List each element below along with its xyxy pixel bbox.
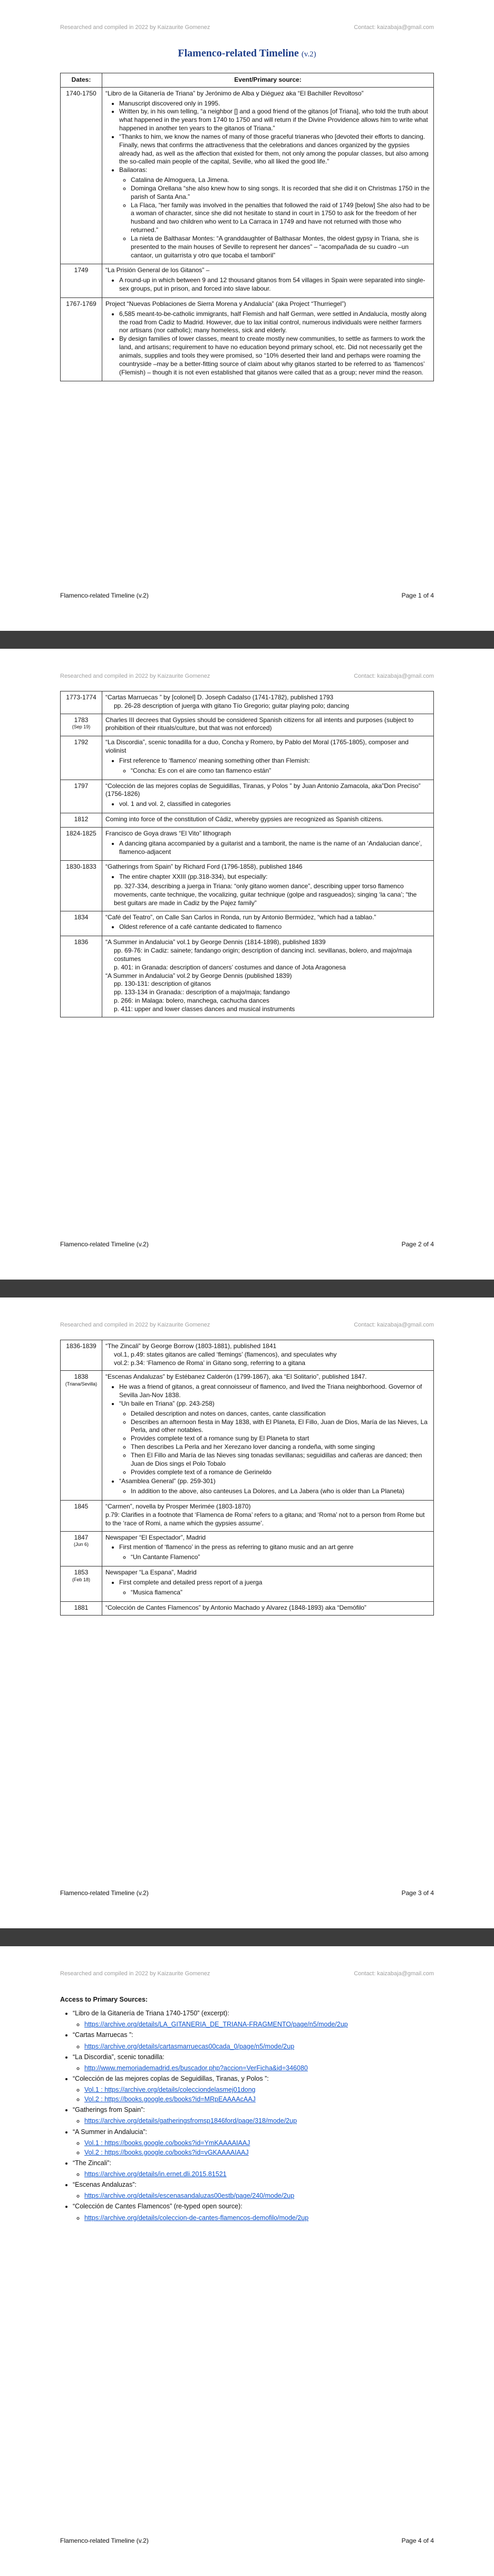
sub-item: ◦ Dominga Orellana “she also knew how to sing songs. It is recorded that she did it on Christmas 1750 in the parish of Santa Ana.” — [131, 185, 430, 201]
list-item-label: First reference to ‘flamenco’ meaning something other than Flemish: — [119, 756, 310, 764]
header-left: Researched and compiled in 2022 by Kaizaurite Gomenez — [60, 1322, 210, 1328]
sub-item: ◦ “Musica flamenca” — [131, 1589, 430, 1597]
list-item — [119, 166, 430, 259]
date-sub: (Triana/Sevilla) — [65, 1381, 98, 1387]
source-label: “Gatherings from Spain”: — [73, 2106, 145, 2114]
header-right: Contact: kaizabaja@gmail.com — [354, 673, 434, 679]
date-cell: 1773-1774 — [61, 691, 102, 714]
event-cell — [102, 911, 434, 936]
source-item — [73, 2180, 434, 2200]
event-cell — [102, 691, 434, 714]
table-header-row — [61, 73, 434, 88]
page-number: Page 2 of 4 — [401, 1241, 434, 1248]
link-list — [73, 2085, 434, 2104]
header-right: Contact: kaizabaja@gmail.com — [354, 1971, 434, 1977]
footer-label: Flamenco-related Timeline (v.2) — [60, 1889, 149, 1897]
link-item — [84, 2191, 434, 2200]
list-item-label: “Asamblea General” (pp. 259-301) — [119, 1477, 216, 1485]
source-item — [73, 2127, 434, 2157]
sub-item: ◦ Then El Fillo and María de las Nieves sing tonadas sevillanas; seguidillas and cañeras are danced; then Juan de Dios sings el Polo Tobalo — [131, 1452, 430, 1468]
table-row — [61, 736, 434, 780]
bullet-list — [105, 757, 430, 775]
date-cell: 1836 — [61, 936, 102, 1017]
event-line: pp. 26-28 description of juerga with gitano Tío Gregorio; guitar playing polo; dancing — [114, 701, 350, 709]
sub-item: ◦ Provides complete text of a romance sung by El Planeta to start — [131, 1435, 430, 1443]
link-item — [84, 2148, 434, 2157]
source-link[interactable]: https://archive.org/details/gatheringsfromsp1846ford/page/318/mode/2up — [84, 2117, 297, 2125]
event-title: “Café del Teatro”, on Calle San Carlos in Ronda, run by Antonio Bermúdez, “which had a tablao.” — [105, 913, 376, 921]
bullet-list — [105, 840, 430, 857]
access-sources — [60, 1995, 434, 2224]
title-version: (v.2) — [301, 50, 316, 59]
list-item: • A round-up in which between 9 and 12 thousand gitanos from 54 villages in Spain were separated into single-sex groups, put in prison, and forced into slave labour. — [119, 276, 430, 293]
page-1 — [0, 0, 494, 631]
event-cell — [102, 736, 434, 780]
source-label: “Libro de la Gitanería de Triana 1740-1750” (excerpt): — [73, 2010, 229, 2017]
page-number: Page 4 of 4 — [401, 2537, 434, 2544]
source-link[interactable]: https://archive.org/details/LA_GITANERIA_DE_TRIANA-FRAGMENTO/page/n5/mode/2up — [84, 2021, 348, 2029]
sub-item: ◦ Catalina de Almoguera, La Jimena. — [131, 176, 430, 185]
page-3 — [0, 1297, 494, 1928]
event-cell — [102, 1371, 434, 1501]
source-link[interactable]: Vol.1 : https://archive.org/details/colecciondelasmej01dong — [84, 2086, 256, 2093]
event-title: Charles III decrees that Gypsies should be considered Spanish citizens for all intents and purposes (subject to prohibition of their rituals/culture, but that was not enforced) — [105, 716, 414, 732]
date-cell: 1845 — [61, 1501, 102, 1531]
event-title: “Gatherings from Spain” by Richard Ford (1796-1858), published 1846 — [105, 863, 303, 871]
source-link[interactable]: https://archive.org/details/escenasandaluzas00estb/page/240/mode/2up — [84, 2192, 295, 2200]
page-number: Page 1 of 4 — [401, 592, 434, 599]
source-label: “Escenas Andaluzas”: — [73, 2181, 137, 2189]
list-item — [119, 1579, 430, 1597]
event-cell — [102, 297, 434, 381]
list-item: • Manuscript discovered only in 1995. — [119, 100, 430, 108]
list-item: • By design families of lower classes, meant to create mostly new communities, to settle as farmers to work the land, and artisans; requirement to have no education beyond primary school, etc. Did not necessarily get the animals, supplies and tools they were promised, so “10% deserted their land and perhaps were roaming the countryside –may be a better-fitting source of claim about why gitanos started to be referred to as ‘flamencos’ (Flemish) – though it is not even established that gitanos were called that as a group; never mind the reason. — [119, 335, 430, 377]
event-cell — [102, 827, 434, 860]
sources-list — [60, 2008, 434, 2223]
list-item — [119, 1400, 430, 1476]
table-row — [61, 827, 434, 860]
link-list — [73, 2191, 434, 2200]
sub-list — [119, 767, 430, 775]
date-cell: 1836-1839 — [61, 1340, 102, 1371]
source-link[interactable]: http://www.memoriademadrid.es/buscador.php?accion=VerFicha&id=346080 — [84, 2064, 308, 2072]
header-left: Researched and compiled in 2022 by Kaizaurite Gomenez — [60, 24, 210, 31]
event-cell — [102, 714, 434, 736]
source-label: “Cartas Marruecas ”: — [73, 2031, 133, 2039]
bullet-list — [105, 100, 430, 260]
event-cell — [102, 936, 434, 1017]
event-title: “A Summer in Andalucia” vol.1 by George Dennis (1814-1898), published 1839 — [105, 938, 326, 946]
page-2 — [0, 649, 494, 1280]
link-item — [84, 2085, 434, 2094]
event-title: Francisco de Goya draws “El Vito” lithograph — [105, 829, 231, 837]
list-item: • He was a friend of gitanos, a great connoisseur of flamenco, and lived the Triana neighborhood. Governor of Sevilla Jan-Nov 1838. — [119, 1383, 430, 1400]
bullet-list — [105, 1543, 430, 1562]
event-line: pp. 327-334, describing a juerga in Triana: “only gitano women dance”, describing upper torso flamenco movements, cante technique, the vocalizing, guitar technique (golpe and rasgueados); singing ‘la cana’; “the best guitars are made in Cadiz by the Pajez family” — [114, 882, 417, 907]
access-heading: Access to Primary Sources: — [60, 1996, 148, 2003]
date-sub: (Jun 6) — [73, 1542, 89, 1547]
date-cell: 1792 — [61, 736, 102, 780]
table-row — [61, 1371, 434, 1501]
event-title: “La Discordia”, scenic tonadilla for a duo, Concha y Romero, by Pablo del Moral (1765-1805), composer and violinist — [105, 738, 409, 755]
date-sub: (Feb 18) — [72, 1577, 90, 1582]
event-line: vol.1, p.49: states gitanos are called ‘flemings’ (flamencos), and speculates why — [114, 1350, 337, 1358]
source-link[interactable]: Vol.1 : https://books.google.co/books?id=YmKAAAAIAAJ — [84, 2139, 250, 2147]
sub-item: ◦ La nieta de Balthasar Montes: “A granddaughter of Balthasar Montes, the oldest gypsy in Triana, she is presented to the main houses of Seville to represent her dances” – “acompañada de su cuadro –un cantaor, un guitarrista y otro que tocaba el tamboril” — [131, 235, 430, 259]
date-cell — [61, 1566, 102, 1601]
date-cell — [61, 1531, 102, 1566]
date-cell — [61, 1371, 102, 1501]
date-value: 1847 — [74, 1533, 89, 1541]
event-line: p.79: Clarifies in a footnote that ‘Flamenca de Roma’ refers to a gitana; and ‘Roma’ not to a person from Rome but to the ‘race of Romi, a name which the gypsies assume’. — [105, 1511, 425, 1527]
link-list — [73, 2020, 434, 2029]
table-row — [61, 936, 434, 1017]
list-item-label: Bailaoras: — [119, 166, 148, 174]
link-item — [84, 2138, 434, 2148]
source-label: “Colección de las mejores coplas de Seguidillas, Tiranas, y Polos ”: — [73, 2074, 269, 2082]
link-item — [84, 2042, 434, 2051]
date-cell — [61, 714, 102, 736]
event-line: p. 266: in Malaga: bolero, manchega, cachucha dances — [114, 997, 269, 1005]
source-link[interactable]: https://archive.org/details/cartasmarruecas00cada_0/page/n5/mode/2up — [84, 2042, 295, 2050]
source-item — [73, 2074, 434, 2104]
table-row — [61, 1601, 434, 1616]
list-item — [119, 1543, 430, 1562]
source-item — [73, 2202, 434, 2222]
event-title: “The Zincali” by George Borrow (1803-1881), published 1841 — [105, 1342, 277, 1350]
footer-label: Flamenco-related Timeline (v.2) — [60, 1241, 149, 1248]
event-cell — [102, 780, 434, 813]
col-dates: Dates: — [61, 73, 102, 88]
sub-item: ◦ In addition to the above, also canteuses La Dolores, and La Jabera (who is older than La Planeta) — [131, 1487, 430, 1496]
source-label: “A Summer in Andalucia”: — [73, 2128, 148, 2136]
event-cell — [102, 1501, 434, 1531]
event-title: “La Prisión General de los Gitanos” – — [105, 266, 210, 274]
bullet-list — [105, 873, 430, 881]
list-item-label: “Un baile en Triana” (pp. 243-258) — [119, 1399, 215, 1407]
sub-item: ◦ “Concha: Es con el aire como tan flamenco están” — [131, 767, 430, 775]
event-title: “A Summer in Andalucia” vol.2 by George Dennis (published 1839) — [105, 972, 292, 979]
list-item: • Written by, in his own telling, “a neighbor [] and a good friend of the gitanos [of Triana], who told the truth about what happened in the years from 1740 to 1750 and will return if the Divine Providence allows him to write what happened in another ten years to the gitanos of Triana.” — [119, 108, 430, 132]
sub-item: ◦ Then describes La Perla and her Xerezano lover dancing a rondeña, with some singing — [131, 1443, 430, 1452]
sub-item: ◦ Provides complete text of a romance de Gerineldo — [131, 1468, 430, 1477]
event-title: “Colección de Cantes Flamencos” by Antonio Machado y Alvarez (1848-1893) aka “Demófilo” — [105, 1603, 366, 1611]
bullet-list — [105, 1383, 430, 1496]
link-list — [73, 2063, 434, 2073]
link-list — [73, 2213, 434, 2223]
list-item: • vol. 1 and vol. 2, classified in categories — [119, 800, 430, 809]
table-row — [61, 87, 434, 264]
page-number: Page 3 of 4 — [401, 1889, 434, 1897]
list-item: • 6,585 meant-to-be-catholic immigrants, half Flemish and half German, were settled in Andalucía, mostly along the road from Cadiz to Madrid. However, due to lax initial control, numerous individuals were neither farmers nor artisans (nor catholic); many homeless, sick and elderly. — [119, 310, 430, 335]
footer-label: Flamenco-related Timeline (v.2) — [60, 2537, 149, 2544]
link-item — [84, 2116, 434, 2126]
table-row — [61, 780, 434, 813]
list-item: • Oldest reference of a café cantante dedicated to flamenco — [119, 923, 430, 931]
sub-list — [119, 1487, 430, 1496]
link-item — [84, 2020, 434, 2029]
timeline-table — [60, 73, 434, 381]
event-title: “Libro de la Gitanería de Triana” by Jerónimo de Alba y Diéguez aka “El Bachiller Revoltoso” — [105, 89, 364, 97]
event-cell — [102, 813, 434, 828]
list-item — [119, 757, 430, 775]
sub-list — [119, 1589, 430, 1597]
list-item: • “Thanks to him, we know the names of many of those graceful trianeras who [devoted their efforts to dancing. Finally, news that confirms the attractiveness that the celebrations and dances organized by the gypsies already had, as well as the affection that existed for them, not only among the popular classes, but also among the so-called main people of the capital, Seville, who all liked the good life.” — [119, 133, 430, 166]
source-label: “The Zincali”: — [73, 2159, 111, 2167]
event-title: Newspaper “La Espana”, Madrid — [105, 1569, 197, 1577]
link-list — [73, 2169, 434, 2179]
col-event: Event/Primary source: — [102, 73, 434, 88]
header-left: Researched and compiled in 2022 by Kaizaurite Gomenez — [60, 673, 210, 679]
event-cell — [102, 1566, 434, 1601]
event-cell — [102, 1531, 434, 1566]
source-label: “Colección de Cantes Flamencos” (re-typed open source): — [73, 2203, 243, 2210]
document-title — [0, 47, 494, 60]
header-right: Contact: kaizabaja@gmail.com — [354, 1322, 434, 1328]
table-row — [61, 691, 434, 714]
timeline-table — [60, 1340, 434, 1616]
table-row — [61, 911, 434, 936]
bullet-list — [105, 923, 430, 931]
date-value: 1838 — [74, 1373, 89, 1381]
footer-label: Flamenco-related Timeline (v.2) — [60, 592, 149, 599]
date-cell: 1740-1750 — [61, 87, 102, 264]
link-list — [73, 2138, 434, 2157]
event-title: “Cartas Marruecas ” by [colonel] D. Joseph Cadalso (1741-1782), published 1793 — [105, 694, 334, 701]
event-title: “Carmen”, novella by Prosper Merimée (1803-1870) — [105, 1503, 251, 1511]
date-cell: 1812 — [61, 813, 102, 828]
event-cell — [102, 264, 434, 297]
source-item — [73, 2158, 434, 2179]
source-link[interactable]: https://archive.org/details/in.ernet.dli.2015.81521 — [84, 2170, 227, 2178]
event-title: Project “Nuevas Poblaciones de Sierra Morena y Andalucía” (aka Project “Thurriegel”) — [105, 300, 346, 307]
event-title: Newspaper “El Espectador”, Madrid — [105, 1533, 206, 1541]
table-row — [61, 714, 434, 736]
title-main: Flamenco-related Timeline — [178, 47, 299, 59]
timeline-table — [60, 691, 434, 1017]
table-row — [61, 1531, 434, 1566]
table-row — [61, 1566, 434, 1601]
date-sub: (Sep 19) — [72, 724, 91, 730]
event-cell — [102, 861, 434, 911]
source-item — [73, 2030, 434, 2051]
source-item — [73, 2105, 434, 2126]
header-right: Contact: kaizabaja@gmail.com — [354, 24, 434, 31]
sub-list — [119, 1553, 430, 1562]
event-line: p. 401: in Granada: description of dancers’ costumes and dance of Jota Aragonesa — [114, 963, 346, 971]
bullet-list — [105, 800, 430, 809]
event-line: vol.2: p.34: ‘Flamenco de Roma’ in Gitano song, referring to a gitana — [114, 1359, 306, 1367]
list-item-label: First complete and detailed press report of a juerga — [119, 1578, 263, 1586]
table-row — [61, 861, 434, 911]
event-line: pp. 133-134 in Granada:: description of a majo/maja; fandango — [114, 988, 290, 996]
sub-item: ◦ La Flaca, “her family was involved in the penalties that followed the raid of 1749 [below] She also had to be a woman of character, since she did not hesitate to stand in court in 1750 to ask for the freedom of her husband and two children who went to La Carraca in 1749 and have not returned with those who returned.” — [131, 201, 430, 235]
date-cell: 1767-1769 — [61, 297, 102, 381]
event-line: pp. 69-76: in Cadiz: sainete; fandango origin; description of dancing incl. sevillanas, bolero, and majo/maja costumes — [114, 947, 412, 963]
source-label: “La Discordia”, scenic tonadilla: — [73, 2053, 164, 2061]
date-cell: 1797 — [61, 780, 102, 813]
event-title: “Colección de las mejores coplas de Seguidillas, Tiranas, y Polos ” by Juan Antonio Zamacola, aka”Don Preciso” (1756-1826) — [105, 782, 421, 798]
list-item-label: First mention of ‘flamenco’ in the press as referring to gitano music and an art genre — [119, 1543, 354, 1551]
page-4 — [0, 1946, 494, 2576]
list-item: • The entire chapter XXIII (pp.318-334), but especially: — [119, 873, 430, 881]
list-item — [119, 1477, 430, 1496]
event-line: p. 411: upper and lower classes dances and musical instruments — [114, 1005, 295, 1013]
bullet-list — [105, 310, 430, 377]
link-item — [84, 2213, 434, 2223]
date-value: 1783 — [74, 716, 89, 724]
list-item: • A dancing gitana accompanied by a guitarist and a tamborit, the name is the name of an ‘Andalucian dance’, flamenco-adjacent — [119, 840, 430, 857]
event-line: pp. 130-131: description of gitanos — [114, 980, 211, 988]
table-row — [61, 297, 434, 381]
event-cell — [102, 87, 434, 264]
table-row — [61, 813, 434, 828]
source-item — [73, 2052, 434, 2073]
date-cell: 1749 — [61, 264, 102, 297]
event-title: Coming into force of the constitution of Cádiz, whereby gypsies are recognized as Spanish citizens. — [105, 815, 383, 823]
date-cell: 1830-1833 — [61, 861, 102, 911]
sub-item: ◦ “Un Cantante Flamenco” — [131, 1553, 430, 1562]
link-item — [84, 2169, 434, 2179]
bullet-list — [105, 276, 430, 293]
source-link[interactable]: Vol.2 : https://books.google.co/books?id=vGKAAAAIAAJ — [84, 2148, 249, 2156]
sub-list — [119, 1410, 430, 1477]
link-list — [73, 2042, 434, 2051]
bullet-list — [105, 1579, 430, 1597]
sub-item: ◦ Detailed description and notes on dances, cantes, cante classification — [131, 1410, 430, 1418]
table-row — [61, 1340, 434, 1371]
event-cell — [102, 1340, 434, 1371]
source-link[interactable]: https://archive.org/details/coleccion-de-cantes-flamencos-demofilo/mode/2up — [84, 2214, 309, 2222]
sub-item: ◦ Describes an afternoon fiesta in May 1838, with El Planeta, El Fillo, Juan de Dios, María de las Nieves, La Perla, and other notables. — [131, 1418, 430, 1435]
link-item — [84, 2063, 434, 2073]
date-cell: 1824-1825 — [61, 827, 102, 860]
source-item — [73, 2008, 434, 2029]
sub-list — [119, 176, 430, 259]
event-title: “Escenas Andaluzas” by Estébanez Calderón (1799-1867), aka “El Solitario”, published 1847. — [105, 1373, 367, 1381]
header-left: Researched and compiled in 2022 by Kaizaurite Gomenez — [60, 1971, 210, 1977]
event-cell — [102, 1601, 434, 1616]
table-row — [61, 1501, 434, 1531]
date-cell: 1834 — [61, 911, 102, 936]
table-row — [61, 264, 434, 297]
date-cell: 1881 — [61, 1601, 102, 1616]
source-link[interactable]: Vol.2 : https://books.google.es/books?id=MRpEAAAAcAAJ — [84, 2096, 256, 2103]
link-list — [73, 2116, 434, 2126]
date-value: 1853 — [74, 1569, 89, 1577]
link-item — [84, 2094, 434, 2104]
